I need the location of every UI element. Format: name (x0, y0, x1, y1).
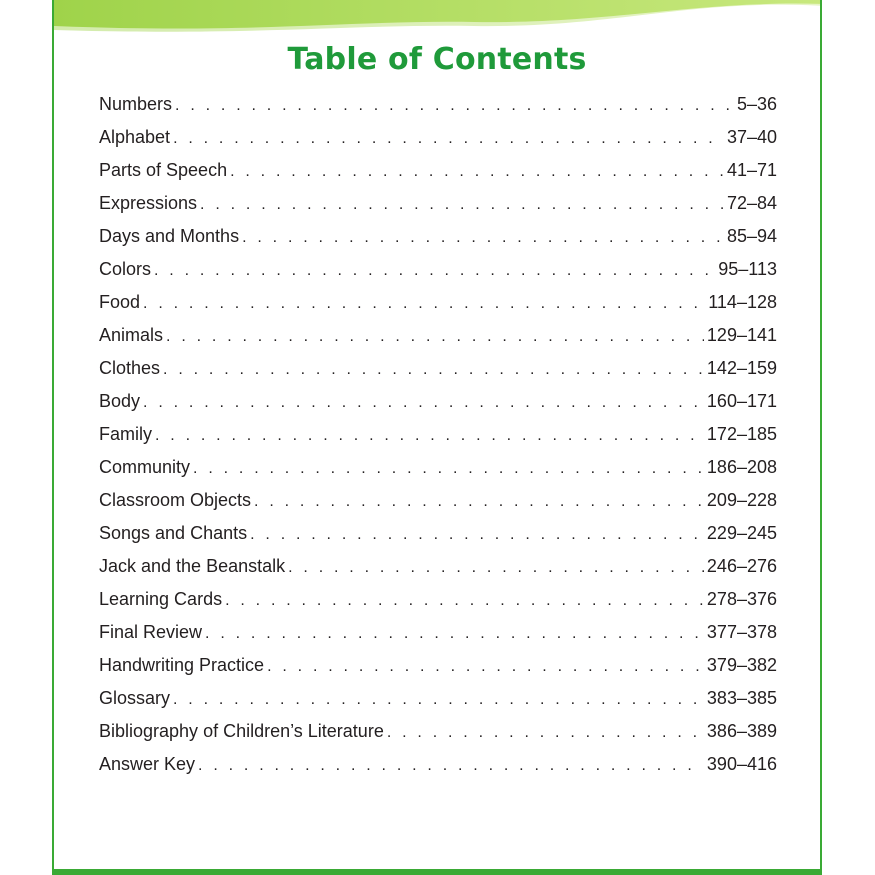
toc-entry (99, 121, 777, 154)
dot-leader (230, 155, 724, 188)
toc-entry (99, 517, 777, 550)
toc-entry (99, 649, 777, 682)
toc-entry-label: Colors (99, 259, 152, 279)
page-title: Table of Contents (287, 42, 587, 77)
toc-entry-label: Days and Months (99, 226, 240, 246)
toc-entry (99, 154, 777, 187)
toc-entry-pages: 41–71 (726, 160, 777, 180)
toc-entry-pages: 383–385 (706, 688, 777, 708)
toc-entry-label: Alphabet (99, 127, 171, 147)
toc-entry-pages: 72–84 (726, 193, 777, 213)
toc-entry (99, 286, 777, 319)
toc-entry (99, 385, 777, 418)
toc-entry (99, 451, 777, 484)
toc-entry-label: Learning Cards (99, 589, 223, 609)
dot-leader (205, 617, 704, 650)
dot-leader (155, 419, 704, 452)
toc-entry-label: Answer Key (99, 754, 196, 774)
dot-leader (173, 683, 704, 716)
toc-entry-pages: 246–276 (706, 556, 777, 576)
toc-entry-label: Community (99, 457, 191, 477)
toc-entry (99, 88, 777, 121)
toc-entry-pages: 142–159 (706, 358, 777, 378)
toc-entry-pages: 160–171 (706, 391, 777, 411)
header-wave-banner (54, 0, 822, 40)
dot-leader (154, 254, 715, 287)
toc-entry (99, 418, 777, 451)
dot-leader (242, 221, 724, 254)
dot-leader (175, 89, 734, 122)
dot-leader (143, 386, 704, 419)
dot-leader (254, 485, 704, 518)
toc-entry-label: Family (99, 424, 152, 444)
dot-leader (166, 320, 704, 353)
dot-leader (250, 518, 704, 551)
toc-entry (99, 220, 777, 253)
toc-entry-label: Jack and the Beanstalk (99, 556, 286, 576)
toc-entry-label: Final Review (99, 622, 203, 642)
dot-leader (288, 551, 704, 584)
toc-entry (99, 550, 777, 583)
dot-leader (387, 716, 704, 749)
toc-entry (99, 484, 777, 517)
toc-entry-pages: 129–141 (706, 325, 777, 345)
toc-entry-label: Expressions (99, 193, 198, 213)
toc-entry-label: Parts of Speech (99, 160, 228, 180)
toc-entry (99, 352, 777, 385)
table-of-contents-list (99, 88, 777, 781)
toc-entry (99, 715, 777, 748)
dot-leader (193, 452, 704, 485)
dot-leader (267, 650, 704, 683)
toc-entry-pages: 114–128 (708, 292, 777, 312)
toc-entry (99, 748, 777, 781)
toc-entry-pages: 386–389 (706, 721, 777, 741)
toc-entry-pages: 229–245 (706, 523, 777, 543)
toc-entry-label: Clothes (99, 358, 161, 378)
toc-entry-pages: 186–208 (706, 457, 777, 477)
toc-entry-label: Handwriting Practice (99, 655, 265, 675)
toc-entry (99, 187, 777, 220)
toc-entry-pages: 5–36 (736, 94, 777, 114)
toc-entry-label: Animals (99, 325, 164, 345)
toc-entry-pages: 95–113 (718, 259, 777, 279)
toc-entry (99, 253, 777, 286)
toc-entry-label: Classroom Objects (99, 490, 252, 510)
toc-entry-pages: 379–382 (706, 655, 777, 675)
toc-entry-pages: 377–378 (706, 622, 777, 642)
toc-entry-label: Glossary (99, 688, 171, 708)
toc-entry-pages: 390–416 (706, 754, 777, 774)
dot-leader (173, 122, 724, 155)
toc-entry (99, 319, 777, 352)
dot-leader (163, 353, 704, 386)
dot-leader (225, 584, 704, 617)
dot-leader (200, 188, 724, 221)
toc-entry (99, 583, 777, 616)
toc-entry-pages: 85–94 (726, 226, 777, 246)
toc-entry-label: Bibliography of Children’s Literature (99, 721, 384, 741)
dot-leader (198, 749, 704, 782)
toc-entry-label: Body (99, 391, 141, 411)
bottom-border-bar (54, 869, 820, 875)
toc-entry-label: Numbers (99, 94, 173, 114)
toc-entry (99, 616, 777, 649)
toc-entry-pages: 278–376 (706, 589, 777, 609)
toc-entry (99, 682, 777, 715)
toc-entry-pages: 209–228 (706, 490, 777, 510)
toc-entry-label: Food (99, 292, 141, 312)
toc-entry-label: Songs and Chants (99, 523, 248, 543)
dot-leader (143, 287, 705, 320)
document-page (52, 0, 822, 875)
toc-entry-pages: 172–185 (706, 424, 777, 444)
toc-entry-pages: 37–40 (726, 127, 777, 147)
